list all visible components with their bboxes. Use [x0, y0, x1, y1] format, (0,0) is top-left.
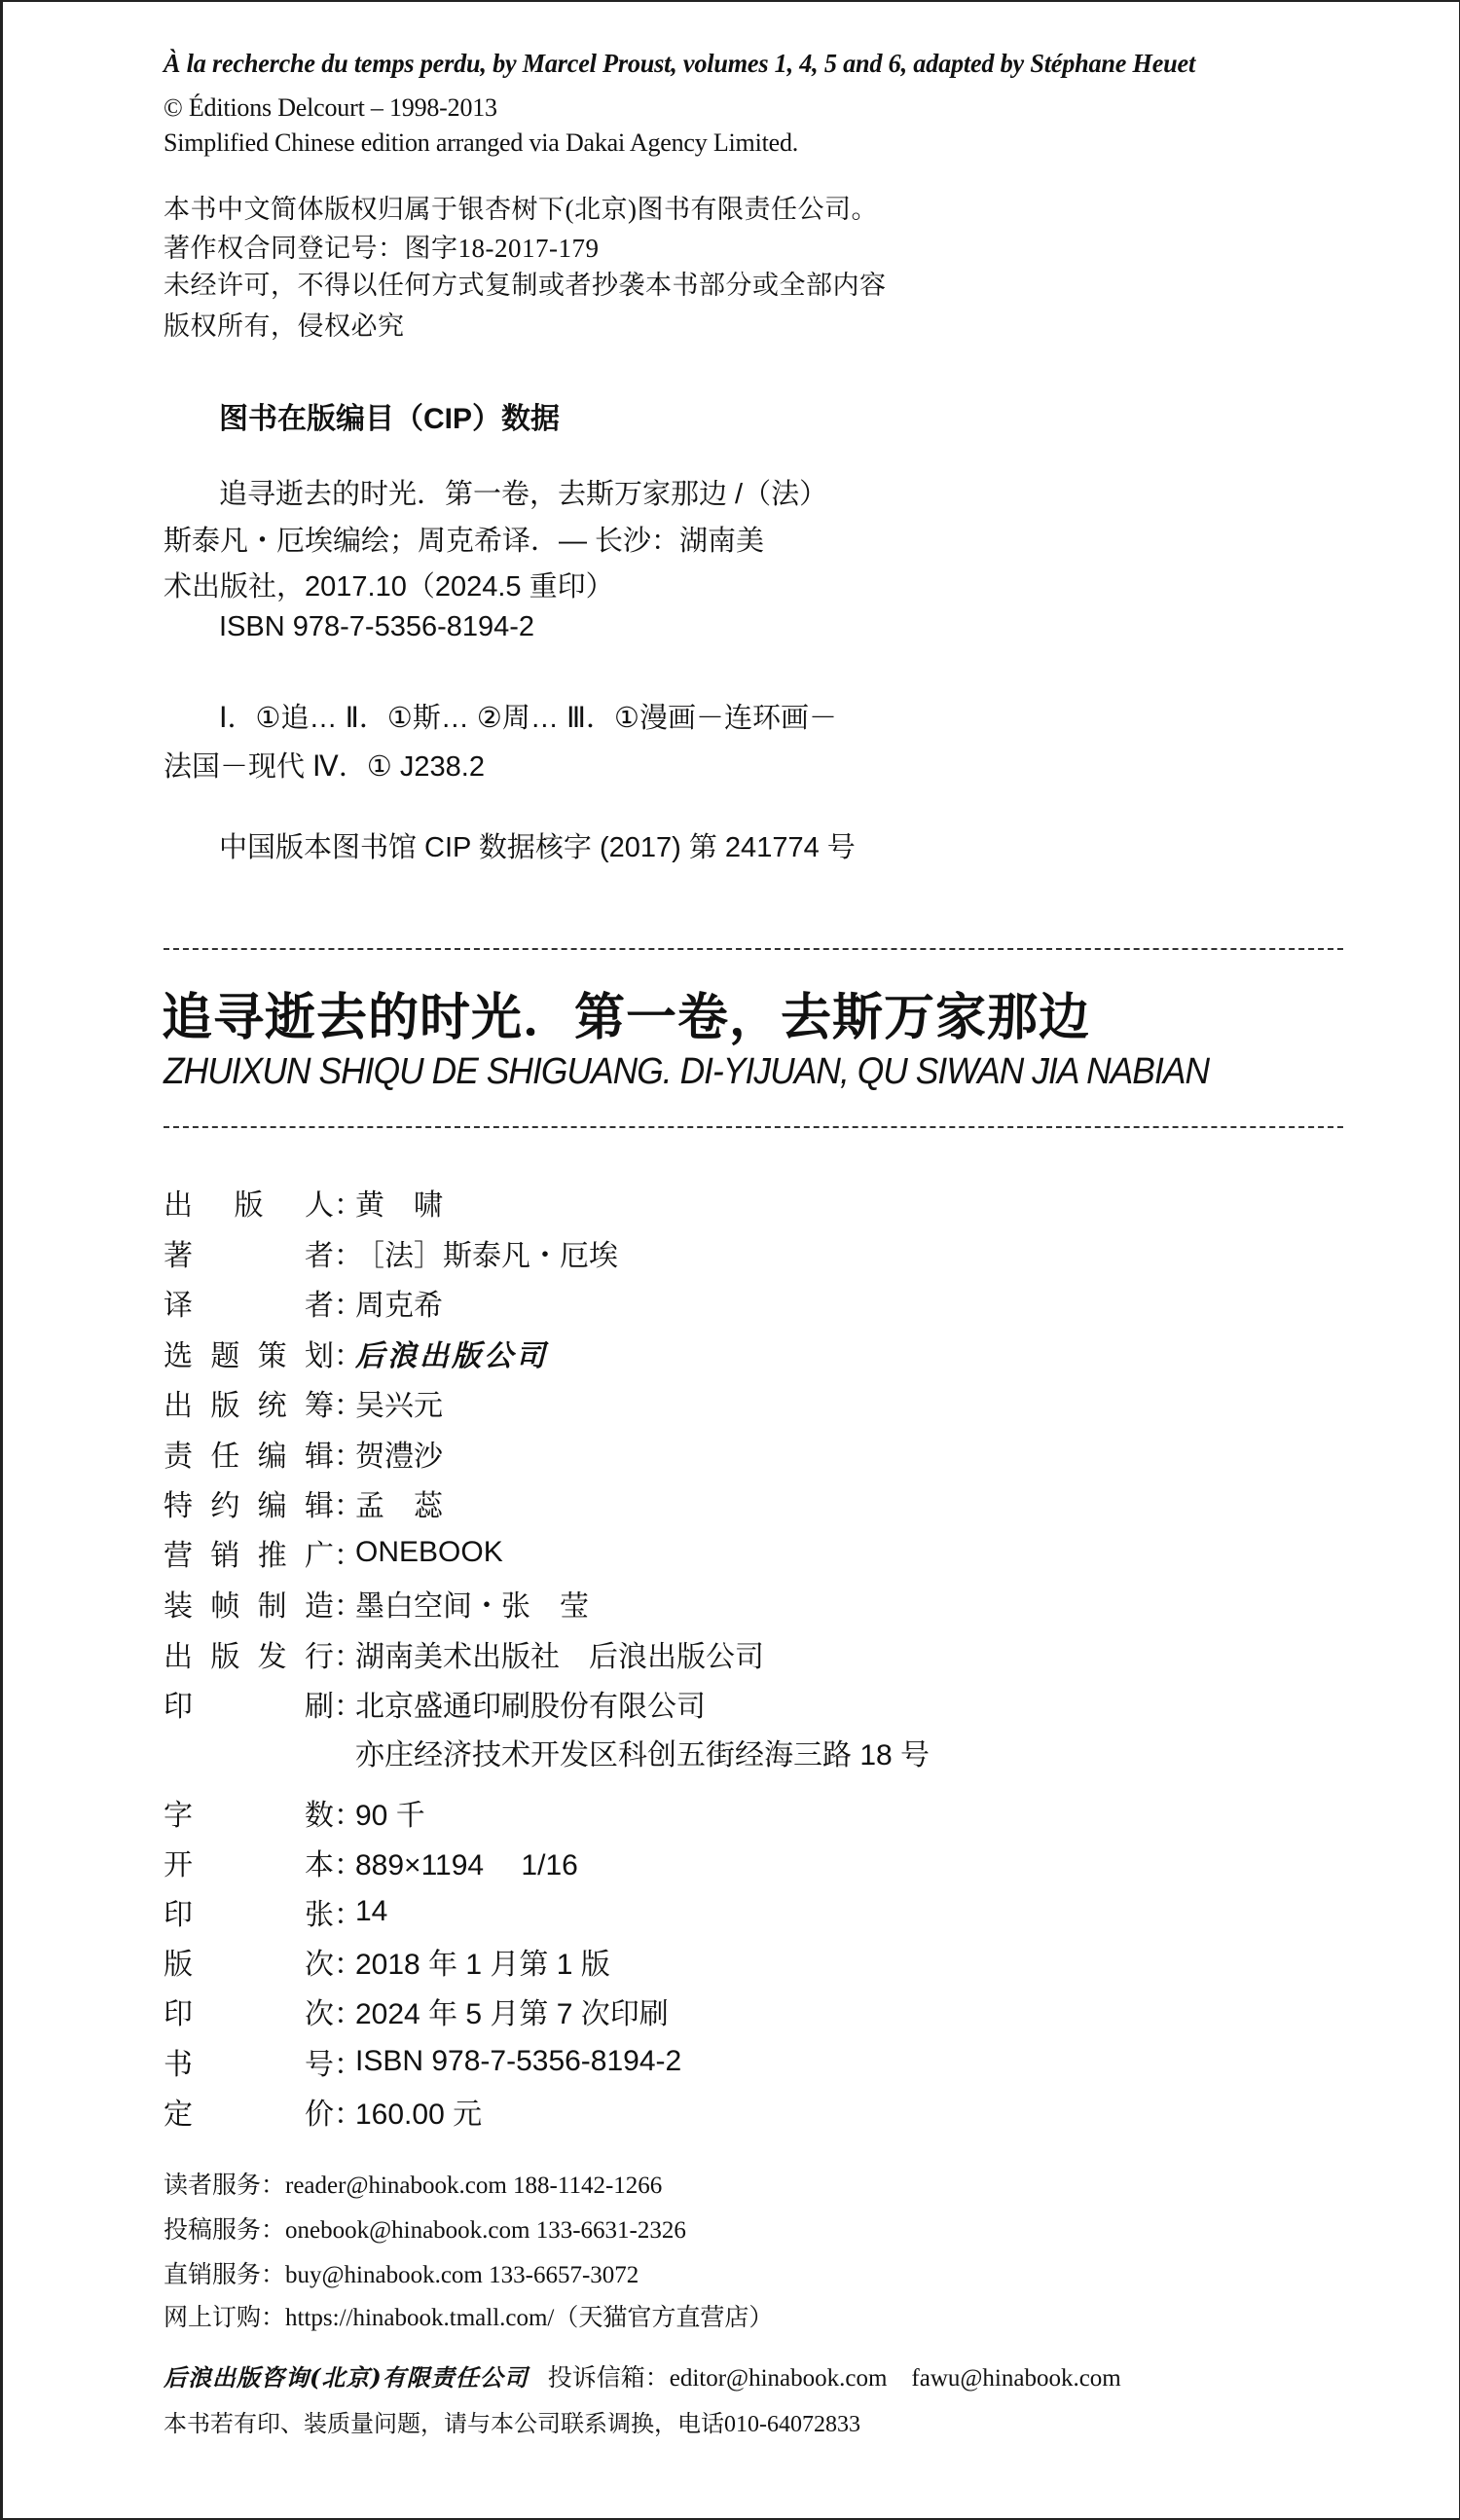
credit-label-char: 印 [164, 1998, 193, 2030]
credit-label-char: 定 [164, 2099, 193, 2131]
credit-label-char [235, 2040, 264, 2083]
credit-row [164, 1634, 764, 1673]
credit-value: 2024 年 5 月第 7 次印刷 [355, 1998, 669, 2030]
credit-label-char: 推 [257, 1540, 287, 1572]
credit-value: 北京盛通印刷股份有限公司 [355, 1691, 706, 1723]
credit-label-char: 帧 [210, 1590, 240, 1623]
credit-colon: ： [334, 1390, 363, 1422]
credit-row [164, 1434, 443, 1473]
credit-row [164, 1183, 443, 1222]
credit-label-char: 者 [305, 1240, 334, 1272]
credit-colon: ： [334, 1590, 363, 1623]
contact-direct-sales [164, 2255, 639, 2290]
contact-reader-service [164, 2166, 662, 2201]
quality-notice: 本书若有印、装质量问题，请与本公司联系调换，电话010-64072833 [164, 2412, 860, 2437]
credit-label-char: 价 [305, 2099, 334, 2131]
credit-label-char: 责 [164, 1441, 193, 1473]
credit-label-char: 版 [210, 1641, 240, 1673]
credit-colon: ： [334, 2049, 363, 2081]
credit-label [164, 1940, 334, 1983]
credit-label [164, 1791, 334, 1834]
credit-label-char: 号 [305, 2049, 334, 2081]
credit-colon: ： [334, 1899, 363, 1931]
credit-label [164, 1582, 334, 1625]
credit-label-char: 出 [164, 1390, 193, 1422]
credit-label-char: 销 [210, 1540, 240, 1572]
credit-label-char: 开 [164, 1849, 193, 1881]
credit-colon: ： [334, 1949, 363, 1981]
credit-label-char: 营 [164, 1540, 193, 1572]
credit-value: 90 千 [355, 1800, 425, 1832]
credit-row [164, 1793, 425, 1832]
credit-label-char: 出 [164, 1641, 193, 1673]
book-title-pinyin: ZHUIXUN SHIQU DE SHIGUANG. DI-YIJUAN, QU SIWAN JIA NABIAN [164, 1051, 1210, 1092]
credit-label-char: 题 [210, 1340, 240, 1372]
contact-label: 网上订购： [164, 2305, 286, 2331]
credit-value: ISBN 978-7-5356-8194-2 [355, 2045, 682, 2077]
credit-label-char: 编 [257, 1490, 287, 1522]
credit-label [164, 1531, 334, 1574]
credit-label-char: 特 [164, 1490, 193, 1522]
credit-label-char: 本 [305, 1849, 334, 1881]
contact-label: 读者服务： [164, 2173, 286, 2199]
credit-value: ONEBOOK [355, 1536, 503, 1568]
credit-row [164, 1233, 618, 1272]
cip-heading: 图书在版编目（CIP）数据 [219, 403, 561, 435]
credit-label-char: 数 [305, 1800, 334, 1832]
credit-label-char: 选 [164, 1340, 193, 1372]
arrangement-line: Simplified Chinese edition arranged via Dakai Agency Limited. [164, 128, 799, 157]
credit-label [164, 1841, 334, 1883]
contact-value: buy@hinabook.com 133-6657-3072 [285, 2262, 639, 2288]
credit-row [164, 1892, 387, 1931]
credit-colon: ： [334, 1800, 363, 1832]
credit-colon: ： [334, 1849, 363, 1881]
credit-label [164, 1181, 334, 1223]
credit-row [164, 1283, 443, 1322]
credit-colon: ： [334, 1290, 363, 1322]
credit-label-char [235, 1841, 264, 1883]
credit-label-char: 编 [257, 1441, 287, 1473]
credit-label [164, 1432, 334, 1475]
footer-company-line [164, 2358, 1121, 2393]
credit-value: 889×1194 1/16 [355, 1849, 578, 1881]
cn-rights-line: 著作权合同登记号：图字18-2017-179 [164, 234, 600, 263]
credit-label-char [235, 1281, 264, 1324]
credit-label-char: 译 [164, 1290, 193, 1322]
credit-label-char: 书 [164, 2049, 193, 2081]
credit-label-char: 行 [304, 1641, 334, 1673]
cip-classification-line: Ⅰ．①追… Ⅱ．①斯… ②周… Ⅲ．①漫画－连环画－ [219, 703, 837, 734]
original-title-line: À la recherche du temps perdu, by Marcel Proust, volumes 1, 4, 5 and 6, adapted by Stéphane Heuet [164, 49, 1196, 78]
credit-value: 吴兴元 [355, 1390, 443, 1422]
credit-value: 周克希 [355, 1290, 443, 1322]
credit-value: 160.00 元 [355, 2099, 483, 2131]
credit-colon: ： [334, 1540, 363, 1572]
contact-submission-service [164, 2210, 686, 2246]
credit-value: ［法］斯泰凡・厄埃 [355, 1240, 618, 1272]
credit-row [164, 1333, 548, 1372]
credit-value: 墨白空间・张 莹 [355, 1590, 589, 1623]
contact-label: 投稿服务： [164, 2217, 286, 2244]
credit-label-char [235, 1682, 264, 1725]
credit-label-char: 辑 [304, 1490, 334, 1522]
credit-row [164, 1942, 610, 1981]
credit-label-char: 版 [164, 1949, 193, 1981]
contact-label: 直销服务： [164, 2262, 286, 2288]
contact-value: https://hinabook.tmall.com/（天猫官方直营店） [285, 2305, 774, 2331]
credit-value: 贺澧沙 [355, 1441, 443, 1473]
credit-label [164, 1632, 334, 1675]
cip-body-line: 斯泰凡・厄埃编绘；周克希译．— 长沙：湖南美 [164, 526, 765, 557]
credit-row [164, 2042, 681, 2081]
credit-row [164, 1383, 443, 1422]
book-title-cn: 追寻逝去的时光．第一卷，去斯万家那边 [162, 990, 1091, 1046]
credit-label-char: 策 [257, 1340, 287, 1372]
complaint-emails: editor@hinabook.com fawu@hinabook.com [669, 2365, 1121, 2392]
credit-label-char: 装 [164, 1590, 193, 1623]
cn-rights-line: 未经许可，不得以任何方式复制或者抄袭本书部分或全部内容 [164, 271, 887, 300]
credit-label [164, 1890, 334, 1933]
credit-label-char: 辑 [304, 1441, 334, 1473]
credit-colon: ： [334, 1240, 363, 1272]
credit-label [164, 1682, 334, 1725]
credit-label-char [235, 1890, 264, 1933]
credit-label-char: 著 [164, 1240, 193, 1272]
contact-value: onebook@hinabook.com 133-6631-2326 [285, 2217, 686, 2244]
credit-label-char: 版 [234, 1189, 264, 1222]
credit-label-char: 广 [304, 1540, 334, 1572]
credit-label-char: 张 [305, 1899, 334, 1931]
credit-label-char: 人 [305, 1189, 334, 1222]
credit-value: 湖南美术出版社 后浪出版公司 [355, 1641, 764, 1673]
credit-label [164, 1332, 334, 1374]
credit-label [164, 1481, 334, 1524]
cip-isbn-line: ISBN 978-7-5356-8194-2 [219, 611, 535, 642]
credit-label [164, 2040, 334, 2083]
credit-label [164, 1381, 334, 1424]
credit-label-char: 版 [210, 1390, 240, 1422]
credit-colon: ： [334, 1441, 363, 1473]
cip-number: 中国版本图书馆 CIP 数据核字 (2017) 第 241774 号 [219, 832, 856, 863]
credit-colon: ： [334, 1998, 363, 2030]
credit-label [164, 2090, 334, 2133]
credit-row [164, 1684, 706, 1723]
credit-label-char: 发 [257, 1641, 287, 1673]
credit-row [164, 1991, 669, 2030]
credit-label-char [235, 2090, 264, 2133]
contact-online-order [164, 2298, 773, 2333]
credit-label-char [235, 1940, 264, 1983]
credit-row [164, 1733, 930, 1771]
credit-label-char: 制 [257, 1590, 287, 1623]
credit-label-char: 出 [164, 1189, 193, 1222]
copyright-line: © Éditions Delcourt – 1998-2013 [164, 93, 497, 122]
credit-label-char: 刷 [305, 1691, 334, 1723]
credit-row [164, 1533, 503, 1572]
credit-label-char: 印 [164, 1691, 193, 1723]
credit-value: 2018 年 1 月第 1 版 [355, 1949, 610, 1981]
credit-label-char: 造 [304, 1590, 334, 1623]
credit-label [164, 1231, 334, 1274]
credit-label-char: 字 [164, 1800, 193, 1832]
credit-colon: ： [334, 1490, 363, 1522]
credit-value: 亦庄经济技术开发区科创五街经海三路 18 号 [355, 1739, 931, 1771]
credit-value: 14 [355, 1895, 388, 1927]
dotted-divider-bottom [164, 1126, 1343, 1128]
cip-classification-line: 法国－现代 Ⅳ．① J238.2 [164, 751, 485, 783]
credit-label-char: 划 [304, 1340, 334, 1372]
credit-row [164, 1483, 443, 1522]
credit-colon: ： [334, 1340, 363, 1372]
credit-label-char: 印 [164, 1899, 193, 1931]
credit-label-char: 任 [210, 1441, 240, 1473]
credit-value: 后浪出版公司 [355, 1339, 548, 1373]
credit-row [164, 1584, 589, 1623]
credit-label-char: 次 [305, 1998, 334, 2030]
cn-rights-line: 版权所有，侵权必究 [164, 311, 405, 341]
credit-colon: ： [334, 1691, 363, 1723]
credit-label-char: 者 [305, 1290, 334, 1322]
cip-body-line: 追寻逝去的时光．第一卷，去斯万家那边 /（法） [219, 479, 828, 510]
credit-label [164, 1281, 334, 1324]
credit-label-char: 筹 [304, 1390, 334, 1422]
credit-row [164, 2092, 482, 2131]
credit-label-char: 约 [210, 1490, 240, 1522]
credit-label-char [235, 1990, 264, 2032]
credit-label-char [235, 1231, 264, 1274]
credit-value: 黄 啸 [355, 1189, 443, 1222]
company-name: 后浪出版咨询(北京)有限责任公司 [164, 2363, 529, 2392]
dotted-divider-top [164, 948, 1343, 950]
credit-label-char: 统 [257, 1390, 287, 1422]
credit-row [164, 1843, 578, 1881]
credit-colon: ： [334, 1189, 363, 1222]
credit-label-char: 次 [305, 1949, 334, 1981]
credit-colon: ： [334, 1641, 363, 1673]
credit-colon: ： [334, 2099, 363, 2131]
contact-value: reader@hinabook.com 188-1142-1266 [285, 2173, 663, 2199]
credit-value: 孟 蕊 [355, 1490, 443, 1522]
cip-body-line: 术出版社，2017.10（2024.5 重印） [164, 571, 614, 603]
complaint-label: 投诉信箱： [547, 2365, 670, 2392]
credit-label [164, 1990, 334, 2032]
credit-label-char [235, 1791, 264, 1834]
cn-rights-line: 本书中文简体版权归属于银杏树下(北京)图书有限责任公司。 [164, 195, 878, 224]
